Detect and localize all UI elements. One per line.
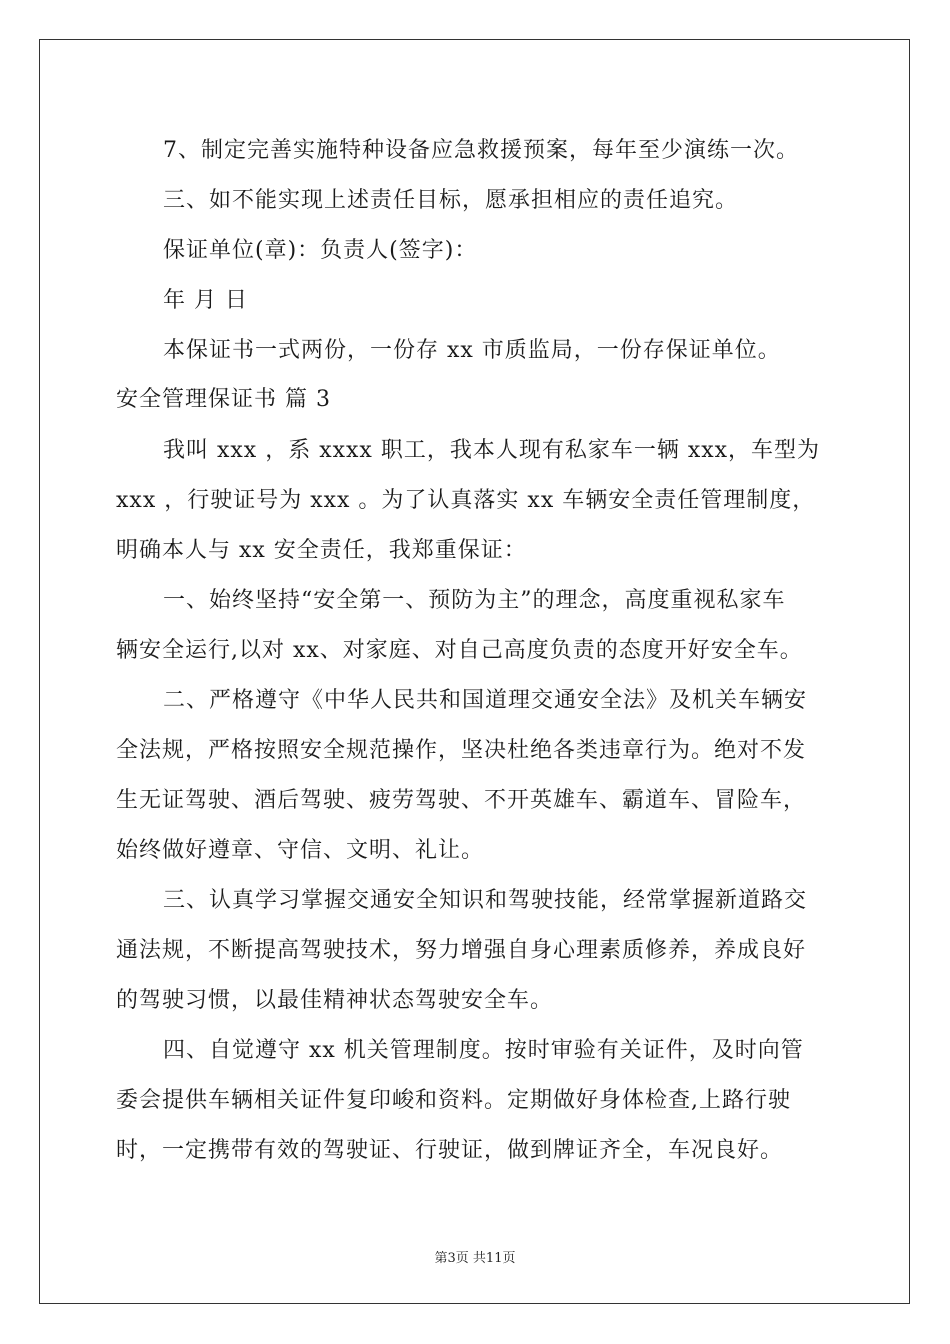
- text-line: 辆安全运行,以对 xx、对家庭、对自己高度负责的态度开好安全车。: [116, 638, 803, 663]
- text-line: 保证单位(章)：负责人(签字)：: [163, 238, 478, 263]
- text-line: 我叫 xxx ，系 xxxx 职工，我本人现有私家车一辆 xxx，车型为: [163, 438, 821, 463]
- text-line: 三、认真学习掌握交通安全知识和驾驶技能，经常掌握新道路交: [163, 888, 808, 913]
- text-line: 全法规，严格按照安全规范操作，坚决杜绝各类违章行为。绝对不发: [116, 738, 807, 763]
- text-line: 明确本人与 xx 安全责任，我郑重保证：: [116, 538, 527, 563]
- text-line: 本保证书一式两份，一份存 xx 市质监局，一份存保证单位。: [163, 338, 781, 363]
- text-line: 四、自觉遵守 xx 机关管理制度。按时审验有关证件，及时向管: [163, 1038, 804, 1063]
- text-line: 委会提供车辆相关证件复印峻和资料。定期做好身体检查,上路行驶: [116, 1088, 791, 1113]
- text-line: 三、如不能实现上述责任目标，愿承担相应的责任追究。: [163, 188, 739, 213]
- text-line: 年 月 日: [163, 288, 248, 313]
- text-line: 7、制定完善实施特种设备应急救援预案，每年至少演练一次。: [163, 138, 799, 163]
- text-line: 生无证驾驶、酒后驾驶、疲劳驾驶、不开英雄车、霸道车、冒险车，: [116, 788, 807, 813]
- text-line: 的驾驶习惯，以最佳精神状态驾驶安全车。: [116, 988, 554, 1013]
- text-line: xxx ，行驶证号为 xxx 。为了认真落实 xx 车辆安全责任管理制度，: [116, 488, 816, 513]
- text-line: 二、严格遵守《中华人民共和国道理交通安全法》及机关车辆安: [163, 688, 808, 713]
- page-footer: 第3页 共11页: [434, 1251, 516, 1266]
- text-line: 一、始终坚持“安全第一、预防为主”的理念，高度重视私家车: [163, 588, 786, 613]
- text-line: 通法规，不断提高驾驶技术，努力增强自身心理素质修养，养成良好: [116, 938, 807, 963]
- section-heading: 安全管理保证书 篇 3: [116, 387, 331, 412]
- text-line: 始终做好遵章、守信、文明、礼让。: [116, 838, 485, 863]
- text-line: 时，一定携带有效的驾驶证、行驶证，做到牌证齐全，车况良好。: [116, 1138, 784, 1163]
